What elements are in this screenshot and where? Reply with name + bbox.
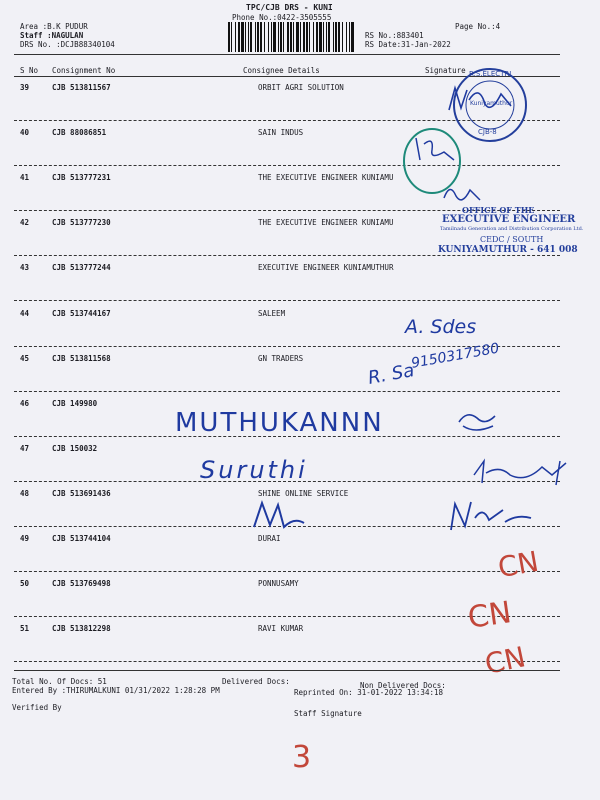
row-divider <box>14 391 560 392</box>
handwriting-row46: MUTHUKANNN <box>175 408 384 438</box>
handwriting-row45-phone: 9150317580 <box>410 340 501 372</box>
reprinted-on: Reprinted On: 31-01-2022 13:34:18 <box>294 688 444 697</box>
barcode-bar <box>250 22 252 52</box>
signature-row40 <box>410 130 470 170</box>
page-number: Page No.:4 <box>455 22 501 31</box>
handwriting-row44: A. Sdes <box>405 316 477 338</box>
row-consignment-no: CJB 513691436 <box>52 489 111 498</box>
office-stamp-line1: OFFICE OF THE <box>462 205 535 215</box>
staff-signature-label: Staff Signature <box>294 709 362 718</box>
barcode-bar <box>306 22 308 52</box>
row-divider <box>14 255 560 256</box>
barcode-bar <box>248 22 249 52</box>
row-consignment-no: CJB 513812298 <box>52 624 111 633</box>
row-consignment-no: CJB 149980 <box>52 399 98 408</box>
row-consignee: GN TRADERS <box>258 354 304 363</box>
row-consignment-no: CJB 513777230 <box>52 218 111 227</box>
row-sno: 48 <box>20 489 30 498</box>
row-consignment-no: CJB 513777244 <box>52 263 111 272</box>
barcode-bar <box>323 22 324 52</box>
document-title: TPC/CJB DRS - KUNI <box>246 3 333 12</box>
total-docs: Total No. Of Docs: 51 <box>12 677 107 686</box>
row-consignee: THE EXECUTIVE ENGINEER KUNIAMU <box>258 218 394 227</box>
handwriting-row49-cn: CN <box>495 544 542 585</box>
row-sno: 50 <box>20 579 30 588</box>
phone-number: Phone No.:0422-3505555 <box>232 13 332 22</box>
staff-label: Staff :NAGULAN <box>20 31 84 40</box>
area-label: Area :B.K PUDUR <box>20 22 88 31</box>
entered-by: Entered By :THIRUMALKUNI 01/31/2022 1:28:28 PM <box>12 686 220 695</box>
handwriting-row45-name: R. Sa <box>366 360 416 389</box>
row-consignee: ORBIT AGRI SOLUTION <box>258 83 344 92</box>
office-stamp-line3: Tamilnadu Generation and Distribution Corporation Ltd. <box>440 226 584 232</box>
row-consignment-no: CJB 88086851 <box>52 128 107 137</box>
row-consignee: SHINE ONLINE SERVICE <box>258 489 349 498</box>
barcode-bar <box>283 22 284 52</box>
row-sno: 45 <box>20 354 30 363</box>
barcode-bar <box>326 22 327 52</box>
row-sno: 46 <box>20 399 30 408</box>
barcode-bar <box>255 22 256 52</box>
row-sno: 43 <box>20 263 30 272</box>
barcode-bar <box>257 22 259 52</box>
rs-date: RS Date:31-Jan-2022 <box>365 40 451 49</box>
col-signature: Signature <box>425 66 466 75</box>
office-stamp-line5: KUNIYAMUTHUR - 641 008 <box>438 245 578 255</box>
barcode-bar <box>313 22 314 52</box>
barcode-bar <box>303 22 305 52</box>
barcode-bar <box>316 22 318 52</box>
row-consignee: EXECUTIVE ENGINEER KUNIAMUTHUR <box>258 263 394 272</box>
footer-rule <box>14 670 560 671</box>
barcode-bar <box>245 22 246 52</box>
barcode <box>228 22 356 56</box>
row-divider <box>14 571 560 572</box>
barcode-bar <box>293 22 294 52</box>
row-sno: 40 <box>20 128 30 137</box>
barcode-bar <box>278 22 279 52</box>
office-stamp-line4: CEDC / SOUTH <box>480 235 544 244</box>
row-consignment-no: CJB 513769498 <box>52 579 111 588</box>
signature-row48-mid <box>248 497 318 533</box>
handwriting-row51-cn: CN <box>482 640 529 681</box>
signature-row48 <box>445 496 545 536</box>
row-divider <box>14 300 560 301</box>
col-consignment: Consignment No <box>52 66 116 75</box>
barcode-bar <box>273 22 276 52</box>
row-consignment-no: CJB 513744104 <box>52 534 111 543</box>
handwriting-row47: Suruthi <box>200 456 308 484</box>
row-consignee: DURAI <box>258 534 281 543</box>
handwritten-page-number: 3 <box>292 740 312 775</box>
barcode-bar <box>342 22 343 52</box>
table-row <box>0 352 600 392</box>
delivered-docs: Delivered Docs: <box>222 677 290 686</box>
non-delivered-docs: Non Delivered Docs: <box>360 681 446 690</box>
verified-by: Verified By <box>12 703 62 712</box>
row-consignment-no: CJB 513744167 <box>52 309 111 318</box>
row-sno: 44 <box>20 309 30 318</box>
row-consignee: THE EXECUTIVE ENGINEER KUNIAMU <box>258 173 394 182</box>
signature-row39 <box>445 80 525 120</box>
barcode-bar <box>280 22 282 52</box>
row-sno: 49 <box>20 534 30 543</box>
seal-mid-text: Kuniyamuthur <box>470 100 513 107</box>
row-consignment-no: CJB 513811568 <box>52 354 111 363</box>
barcode-bar <box>296 22 299 52</box>
barcode-bar <box>241 22 244 52</box>
barcode-bar <box>235 22 236 52</box>
barcode-bar <box>268 22 269 52</box>
row-consignee: RAVI KUMAR <box>258 624 304 633</box>
signature-row46 <box>455 410 505 434</box>
seal-bottom-text: CJB-8 <box>478 128 497 136</box>
table-row <box>0 307 600 347</box>
header-rule <box>14 54 560 55</box>
table-row <box>0 261 600 301</box>
barcode-bar <box>351 22 354 52</box>
barcode-bar <box>271 22 272 52</box>
barcode-bar <box>290 22 292 52</box>
handwriting-row50-cn: CN <box>465 595 514 636</box>
barcode-bar <box>319 22 322 52</box>
row-sno: 47 <box>20 444 30 453</box>
row-consignment-no: CJB 513811567 <box>52 83 111 92</box>
row-consignee: SALEEM <box>258 309 286 318</box>
row-divider <box>14 165 560 166</box>
row-consignment-no: CJB 150032 <box>52 444 98 453</box>
barcode-bar <box>231 22 232 52</box>
row-sno: 42 <box>20 218 30 227</box>
barcode-bar <box>260 22 262 52</box>
office-stamp-line2: EXECUTIVE ENGINEER <box>442 214 576 225</box>
seal-top-text: R.S.ELECTRI <box>469 70 512 78</box>
row-consignment-no: CJB 513777231 <box>52 173 111 182</box>
barcode-bar <box>346 22 347 52</box>
barcode-bar <box>349 22 350 52</box>
rs-number: RS No.:883401 <box>365 31 424 40</box>
row-sno: 41 <box>20 173 30 182</box>
row-sno: 39 <box>20 83 30 92</box>
barcode-bar <box>335 22 337 52</box>
barcode-bar <box>287 22 289 52</box>
barcode-bar <box>264 22 265 52</box>
barcode-bar <box>333 22 334 52</box>
row-consignee: SAIN INDUS <box>258 128 304 137</box>
col-consignee: Consignee Details <box>243 66 320 75</box>
barcode-bar <box>300 22 301 52</box>
row-sno: 51 <box>20 624 30 633</box>
col-sno: S No <box>20 66 39 75</box>
signature-row41 <box>440 178 490 208</box>
barcode-bar <box>228 22 230 52</box>
drs-number: DRS No. :DCJB88340104 <box>20 40 115 49</box>
signature-row47 <box>470 455 580 490</box>
barcode-bar <box>328 22 330 52</box>
row-divider <box>14 661 560 662</box>
barcode-bar <box>338 22 340 52</box>
barcode-bar <box>238 22 240 52</box>
barcode-bar <box>309 22 310 52</box>
row-consignee: PONNUSAMY <box>258 579 299 588</box>
